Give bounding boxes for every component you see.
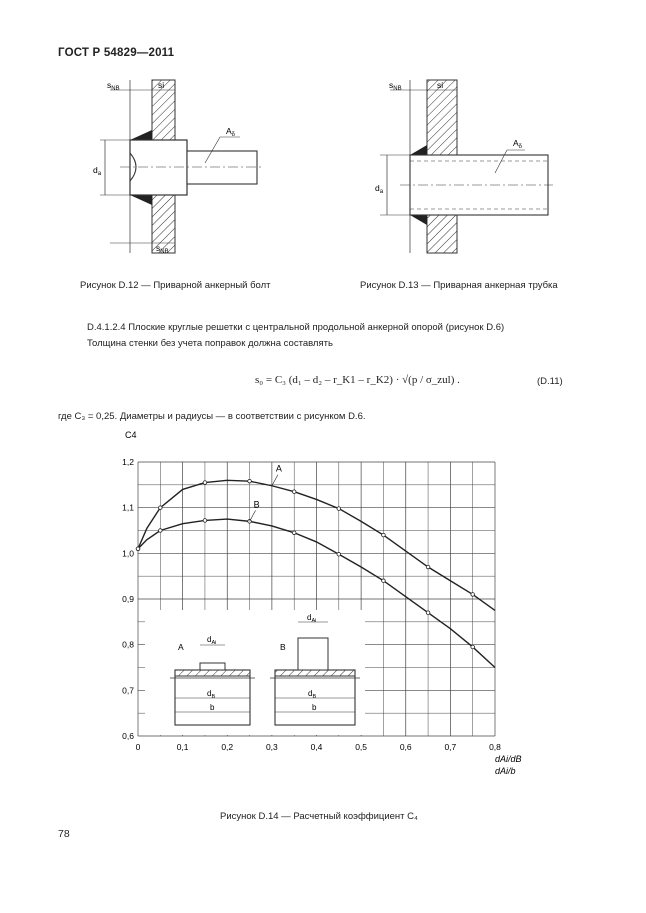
chart-ylabel: C4 — [125, 430, 137, 440]
series-point — [382, 579, 386, 583]
d12-snb-bottom-label: $s_{NB}$ — [156, 243, 169, 255]
y-tick-label: 0,6 — [122, 731, 134, 741]
inset-b-b-label: b — [312, 703, 317, 712]
page-number: 78 — [58, 828, 70, 840]
series-label-A: A — [275, 463, 282, 474]
inset-a-dai-label: $d_{Ai}$ — [207, 635, 217, 646]
y-tick-label: 0,9 — [122, 594, 134, 604]
series-point — [159, 529, 163, 533]
series-point — [337, 552, 341, 556]
d13-da-label: $d_a$ — [375, 183, 384, 195]
chart-xlabel-2: dAi/b — [495, 766, 516, 776]
x-tick-label: 0 — [135, 742, 141, 752]
section-line-1: D.4.1.2.4 Плоские круглые решетки с центральной продольной анкерной опорой (рисунок D.6) — [87, 322, 505, 333]
series-label-leader — [272, 475, 278, 486]
equation-number: (D.11) — [537, 376, 563, 387]
series-point — [337, 507, 341, 511]
chart-inset — [145, 610, 365, 735]
x-tick-label: 0,1 — [176, 742, 189, 752]
where-text: где C₃ = 0,25. Диаметры и радиусы — в соответствии с рисунком D.6. — [58, 411, 366, 422]
figure-d12-caption: Рисунок D.12 — Приварной анкерный болт — [80, 280, 271, 291]
series-point — [203, 481, 207, 485]
d13-adelta-label: $A_\delta$ — [513, 138, 523, 150]
inset-a-b-label: b — [210, 703, 215, 712]
series-point — [471, 645, 475, 649]
figure-d12-drawing — [90, 75, 270, 260]
chart-xlabel-1: dAi/dB — [495, 754, 522, 764]
inset-b-db-label: $d_B$ — [308, 689, 317, 700]
inset-a-db-label: $d_B$ — [207, 689, 216, 700]
x-tick-label: 0,6 — [399, 742, 412, 752]
series-point — [471, 593, 475, 597]
series-point — [382, 533, 386, 537]
series-point — [136, 547, 140, 551]
equation-formula: s₀ = C₃ (d₁ – d₂ – r_K1 – r_K2) · √(p / σ_zul) . — [255, 374, 460, 386]
series-point — [426, 565, 430, 569]
x-tick-label: 0,4 — [310, 742, 323, 752]
figure-d14-caption: Рисунок D.14 — Расчетный коэффициент C₄ — [220, 811, 418, 822]
series-point — [292, 490, 296, 494]
series-point — [248, 520, 252, 524]
d13-si-label: si — [437, 80, 444, 90]
y-tick-label: 1,1 — [122, 502, 134, 513]
d12-snb-top-label: $s_{NB}$ — [107, 80, 120, 92]
inset-b-label: B — [280, 642, 286, 652]
y-tick-label: 0,8 — [122, 639, 134, 650]
d12-da-label: $d_a$ — [93, 165, 102, 177]
x-tick-label: 0,5 — [355, 742, 368, 752]
series-point — [203, 519, 207, 523]
series-point — [248, 479, 252, 483]
x-tick-label: 0,8 — [489, 742, 501, 752]
y-tick-label: 1,2 — [122, 457, 134, 467]
figure-d13-caption: Рисунок D.13 — Приварная анкерная трубка — [360, 280, 558, 291]
d12-adelta-label: $A_\delta$ — [226, 126, 236, 138]
series-point — [426, 611, 430, 615]
document-header: ГОСТ Р 54829—2011 — [58, 47, 175, 59]
series-point — [292, 531, 296, 535]
d12-si-label: si — [158, 80, 165, 90]
section-line-2: Толщина стенки без учета поправок должна составлять — [87, 338, 333, 349]
figure-d13-drawing — [375, 75, 560, 260]
d13-snb-top-label: $s_{NB}$ — [389, 80, 402, 92]
series-point — [159, 506, 163, 510]
x-tick-label: 0,2 — [221, 742, 234, 752]
x-tick-label: 0,3 — [265, 742, 278, 752]
y-tick-label: 0,7 — [122, 685, 134, 696]
inset-b-dai-label: $d_{Ai}$ — [307, 613, 317, 624]
x-tick-label: 0,7 — [444, 742, 457, 752]
inset-a-label: A — [178, 642, 184, 652]
c4-chart — [110, 430, 550, 790]
series-label-B: B — [253, 499, 260, 510]
y-tick-label: 1,0 — [122, 548, 134, 559]
series-label-leader — [250, 510, 256, 521]
